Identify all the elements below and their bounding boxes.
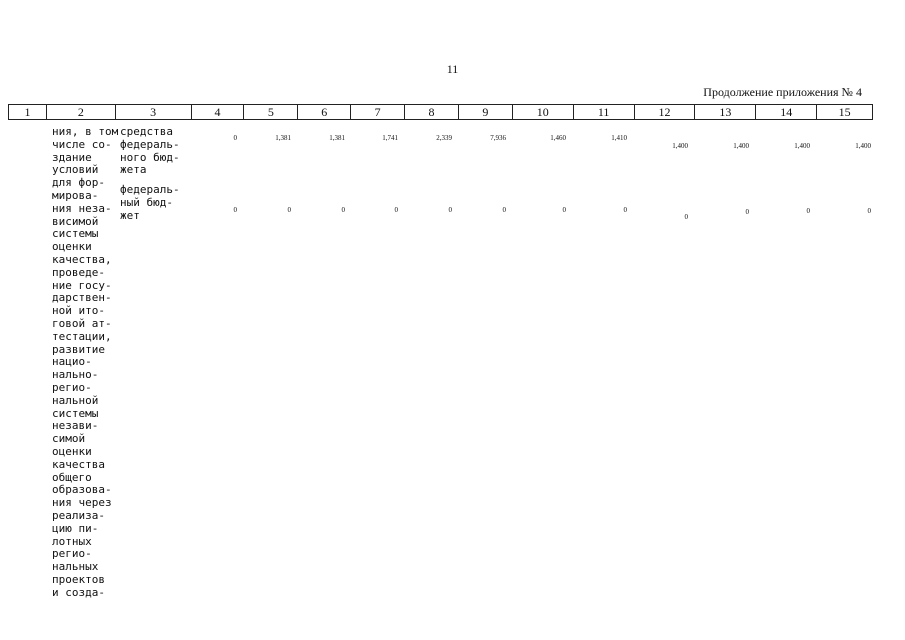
column-header-6: 6 xyxy=(297,105,350,119)
table-cell-r1-c12: 1,400 xyxy=(672,142,688,150)
column-header-2: 2 xyxy=(46,105,115,119)
table-cell-r1-c14: 1,400 xyxy=(794,142,810,150)
appendix-title: Продолжение приложения № 4 xyxy=(703,85,862,99)
column-header-1: 1 xyxy=(24,105,31,119)
table-cell-r1-c5: 1,381 xyxy=(275,134,291,142)
column-header-11: 11 xyxy=(573,105,634,119)
table-cell-r2-c5: 0 xyxy=(287,206,291,214)
column-header-4: 4 xyxy=(191,105,244,119)
column-header-14: 14 xyxy=(755,105,816,119)
column-header-10: 10 xyxy=(512,105,573,119)
table-cell-r1-c9: 7,936 xyxy=(490,134,506,142)
column-header-9: 9 xyxy=(458,105,512,119)
column-header-15: 15 xyxy=(816,105,872,119)
column-header-7: 7 xyxy=(350,105,404,119)
table-cell-r1-c13: 1,400 xyxy=(733,142,749,150)
table-cell-r1-c4: 0 xyxy=(233,134,237,142)
column-header-5: 5 xyxy=(243,105,297,119)
page-number: 11 xyxy=(446,62,459,76)
table-cell-r2-c8: 0 xyxy=(448,206,452,214)
table-cell-r1-c6: 1,381 xyxy=(329,134,345,142)
column-header-3: 3 xyxy=(115,105,191,119)
table-cell-r1-c7: 1,741 xyxy=(382,134,398,142)
table-header-row xyxy=(8,104,873,120)
table-cell-r2-c10: 0 xyxy=(562,206,566,214)
table-cell-r2-c9: 0 xyxy=(502,206,506,214)
table-cell-r2-c6: 0 xyxy=(341,206,345,214)
table-cell-r2-c12: 0 xyxy=(684,213,688,221)
table-cell-r2-c11: 0 xyxy=(623,206,627,214)
column-header-13: 13 xyxy=(694,105,755,119)
table-cell-r2-c14: 0 xyxy=(806,207,810,215)
column-header-12: 12 xyxy=(634,105,695,119)
table-cell-r1-c10: 1,460 xyxy=(550,134,566,142)
table-cell-r1-c8: 2,339 xyxy=(436,134,452,142)
funding-source-federal-budget: федераль- ный бюд- жет xyxy=(120,183,180,222)
budget-table xyxy=(8,104,873,120)
table-cell-r2-c4: 0 xyxy=(233,206,237,214)
activity-description: ния, в том числе со- здание условий для фор- мирова- ния неза- висимой системы оценки качества, проведе- ние госу- дарствен- ной ито- говой ат- тестации, развитие нацио- нально- регио- нальной системы незави- симой оценки качества общего образова- ния через реализа- цию пи- лотных регио- нальных проектов и созда- xyxy=(52,125,119,599)
funding-source-federal-funds: средства федераль- ного бюд- жета xyxy=(120,125,180,177)
table-cell-r1-c11: 1,410 xyxy=(611,134,627,142)
table-cell-r2-c13: 0 xyxy=(745,208,749,216)
table-cell-r1-c15: 1,400 xyxy=(855,142,871,150)
column-header-8: 8 xyxy=(404,105,458,119)
table-cell-r2-c7: 0 xyxy=(394,206,398,214)
table-cell-r2-c15: 0 xyxy=(867,207,871,215)
